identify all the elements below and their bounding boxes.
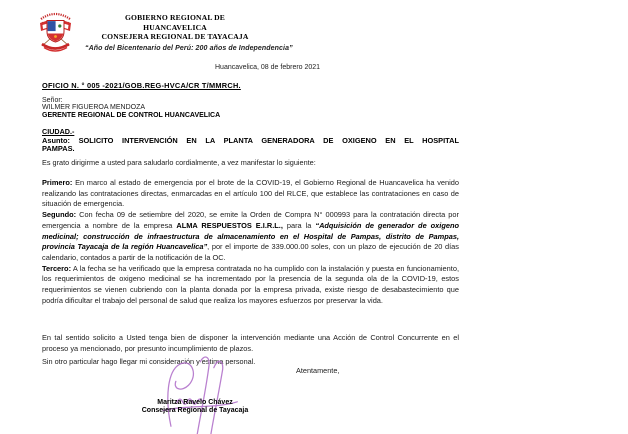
body-paragraphs	[42, 178, 459, 306]
valediction: Atentamente,	[296, 366, 340, 375]
subject-label: Asunto:	[42, 136, 70, 145]
paragraph-tercero-text: A la fecha se ha verificado que la empresa contratada no ha cumplido con la instalación y puesta en funcionamiento, los requerimientos de oxigeno medicinal se ha incrementado por la presencia de la segunda ola de la COVID-19, estos requerimientos se vienen cubriendo con la planta donada por la empresa privada, existe riesgo de desabastecimiento que podría dificultar el trabajo del personal de salud que realiza los mayores esfuerzos por preservar la vida.	[42, 263, 459, 305]
org-name-line2: CONSEJERA REGIONAL DE TAYACAJA	[101, 32, 249, 41]
recipient-block	[42, 97, 459, 119]
peru-coat-of-arms-icon	[33, 6, 78, 53]
paragraph-tercero-label: Tercero:	[42, 263, 72, 273]
contract-object-quote: “Adquisición de generador de oxigeno medicinal; construcción de infraestructura de almacenamiento en el Hospital de Pampas, distrito de Pampas, provincia Tayacaja de la región Huancavelica”	[42, 220, 459, 252]
request-paragraph: En tal sentido solicito a Usted tenga bien de disponer la intervención mediante una Acción de Control Concurrente en el proceso ya mencionado, por presunto incumplimiento de plazos.	[42, 333, 459, 354]
signature-block	[113, 399, 277, 415]
paragraph-segundo	[42, 210, 459, 264]
handwritten-signature-icon	[148, 356, 268, 434]
paragraph-segundo-text3: , por el importe de 339.000.00 soles, con un plazo de ejecución de 20 días calendario, contados a partir de la notificación de la OC.	[42, 242, 459, 262]
signer-title: Consejera Regional de Tayacaja	[141, 407, 249, 415]
org-name-line1: GOBIERNO REGIONAL DE HUANCAVELICA	[124, 13, 226, 32]
farewell-line: Sin otro particular hago llegar mi consideración y estima personal.	[42, 357, 256, 366]
paragraph-segundo-text2: para la	[282, 220, 316, 230]
paragraph-tercero	[42, 264, 459, 307]
paragraph-segundo-label: Segundo:	[42, 210, 77, 220]
recipient-position: GERENTE REGIONAL DE CONTROL HUANCAVELICA	[42, 111, 221, 119]
dateline: Huancavelica, 08 de febrero 2021	[215, 64, 321, 71]
paragraph-primero-text: En marco al estado de emergencia por el brote de la COVID-19, el Gobierno Regional de Huancavelica ha venido realizando las contrataciones directas, enmarcadas en el artículo 100 del RLCE, que establece las contrataciones en caso de situación de emergencia.	[42, 178, 459, 209]
city-line: CIUDAD.-	[42, 127, 75, 136]
letterhead	[95, 13, 255, 42]
paragraph-primero	[42, 178, 459, 210]
subject-text: SOLICITO INTERVENCIÓN EN LA PLANTA GENERADORA DE OXIGENO EN EL HOSPITAL PAMPAS.	[42, 136, 459, 153]
oficio-reference-number: OFICIO N. ° 005 -2021/GOB.REG-HVCA/CR T/MMRCH.	[42, 81, 241, 90]
paragraph-segundo-text1: Con fecha 09 de setiembre del 2020, se emite la Orden de Compra N° 000993 para la contratación directa por emergencia a nombre de la empresa	[42, 210, 459, 230]
signer-name: Maritza Ravelo Chávez	[157, 399, 233, 406]
recipient-name: WILMER FIGUEROA MENDOZA	[42, 104, 146, 112]
company-name: ALMA RESPUESTOS E.I.R.L.,	[176, 220, 283, 230]
paragraph-primero-label: Primero:	[42, 178, 73, 187]
greeting-line: Es grato dirigirme a usted para saludarlo cordialmente, a vez manifestar lo siguiente:	[42, 158, 316, 167]
recipient-salutation: Señor:	[42, 97, 63, 104]
bicentennial-motto: “Año del Bicentenario del Perú: 200 años de Independencia”	[85, 45, 293, 52]
subject-line	[42, 137, 459, 153]
